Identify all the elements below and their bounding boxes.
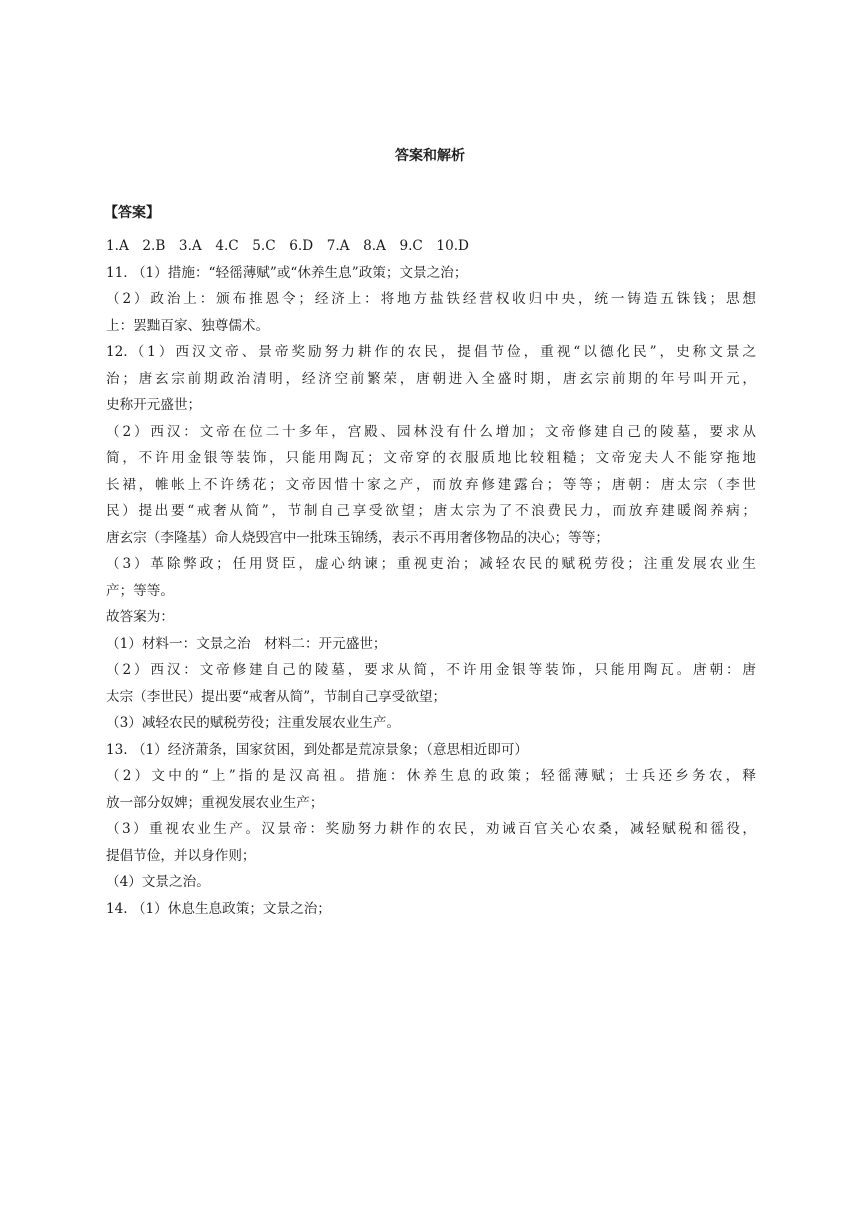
answer-line: 简，不许用金银等装饰，只能用陶瓦；文帝穿的衣服质地比较粗糙；文帝宠夫人不能穿拖地 (106, 450, 756, 466)
document-title: 答案和解析 (395, 148, 465, 164)
answer-line: 放一部分奴婢；重视发展农业生产； (106, 794, 324, 811)
answer-line: （3）重视农业生产。汉景帝：奖励努力耕作的农民，劝诫百官关心农桑，减轻赋税和徭役， (106, 821, 756, 837)
answers-heading: 【答案】 (104, 205, 160, 221)
answer-line: 唐玄宗（李隆基）命人烧毁宫中一批珠玉锦绣，表示不再用奢侈物品的决心；等等； (106, 529, 609, 546)
answer-line: （4）文景之治。 (106, 874, 210, 890)
answer-line: 故答案为： (106, 609, 174, 625)
answer-line: （3）减轻农民的赋税劳役；注重发展农业生产。 (106, 715, 401, 731)
answer-line: 14. （1）休息生息政策；文景之治； (106, 900, 331, 917)
answer-line: 治；唐玄宗前期政治清明，经济空前繁荣，唐朝进入全盛时期，唐玄宗前期的年号叫开元， (106, 370, 756, 387)
answer-line: 民）提出要“戒奢从简”，节制自己享受欲望；唐太宗为了不浪费民力，而放弃建暖阁养病； (106, 503, 756, 519)
answer-line: 11. （1）措施：“轻徭薄赋”或“休养生息”政策；文景之治； (106, 264, 468, 281)
answer-line: （2）西汉：文帝在位二十多年，宫殿、园林没有什么增加；文帝修建自己的陵墓，要求从 (106, 423, 756, 440)
answer-line: 提倡节俭，并以身作则； (106, 847, 256, 864)
answer-line: （3）革除弊政；任用贤臣，虚心纳谏；重视吏治；减轻农民的赋税劳役；注重发展农业生 (106, 556, 756, 572)
answer-line: 太宗（李世民）提出要“戒奢从简”，节制自己享受欲望； (106, 688, 447, 705)
answer-line: （2）政治上：颁布推恩令；经济上：将地方盐铁经营权收归中央，统一铸造五铢钱；思想 (106, 291, 756, 307)
answer-line: （2）西汉：文帝修建自己的陵墓，要求从简，不许用金银等装饰，只能用陶瓦。唐朝：唐 (106, 662, 756, 678)
answer-line: 产；等等。 (106, 582, 174, 599)
answer-line: 上：罢黜百家、独尊儒术。 (106, 317, 270, 334)
answer-line: 长裙，帷帐上不许绣花；文帝因惜十家之产，而放弃修建露台；等等；唐朝：唐太宗（李世 (106, 476, 756, 493)
answer-line: 13. （1）经济萧条，国家贫困，到处都是荒凉景象；（意思相近即可） (106, 741, 529, 758)
answer-body (106, 233, 756, 922)
answer-line: （2）文中的“上”指的是汉高祖。措施：休养生息的政策；轻徭薄赋；士兵还乡务农，释 (106, 768, 756, 784)
answer-line: 史称开元盛世； (106, 397, 202, 413)
answer-line: 12.（1）西汉文帝、景帝奖励努力耕作的农民，提倡节俭，重视“以德化民”，史称文景之 (106, 344, 756, 360)
answer-line: （1）材料一：文景之治 材料二：开元盛世； (106, 635, 387, 652)
answer-line: 1.A 2.B 3.A 4.C 5.C 6.D 7.A 8.A 9.C 10.D (106, 238, 469, 254)
